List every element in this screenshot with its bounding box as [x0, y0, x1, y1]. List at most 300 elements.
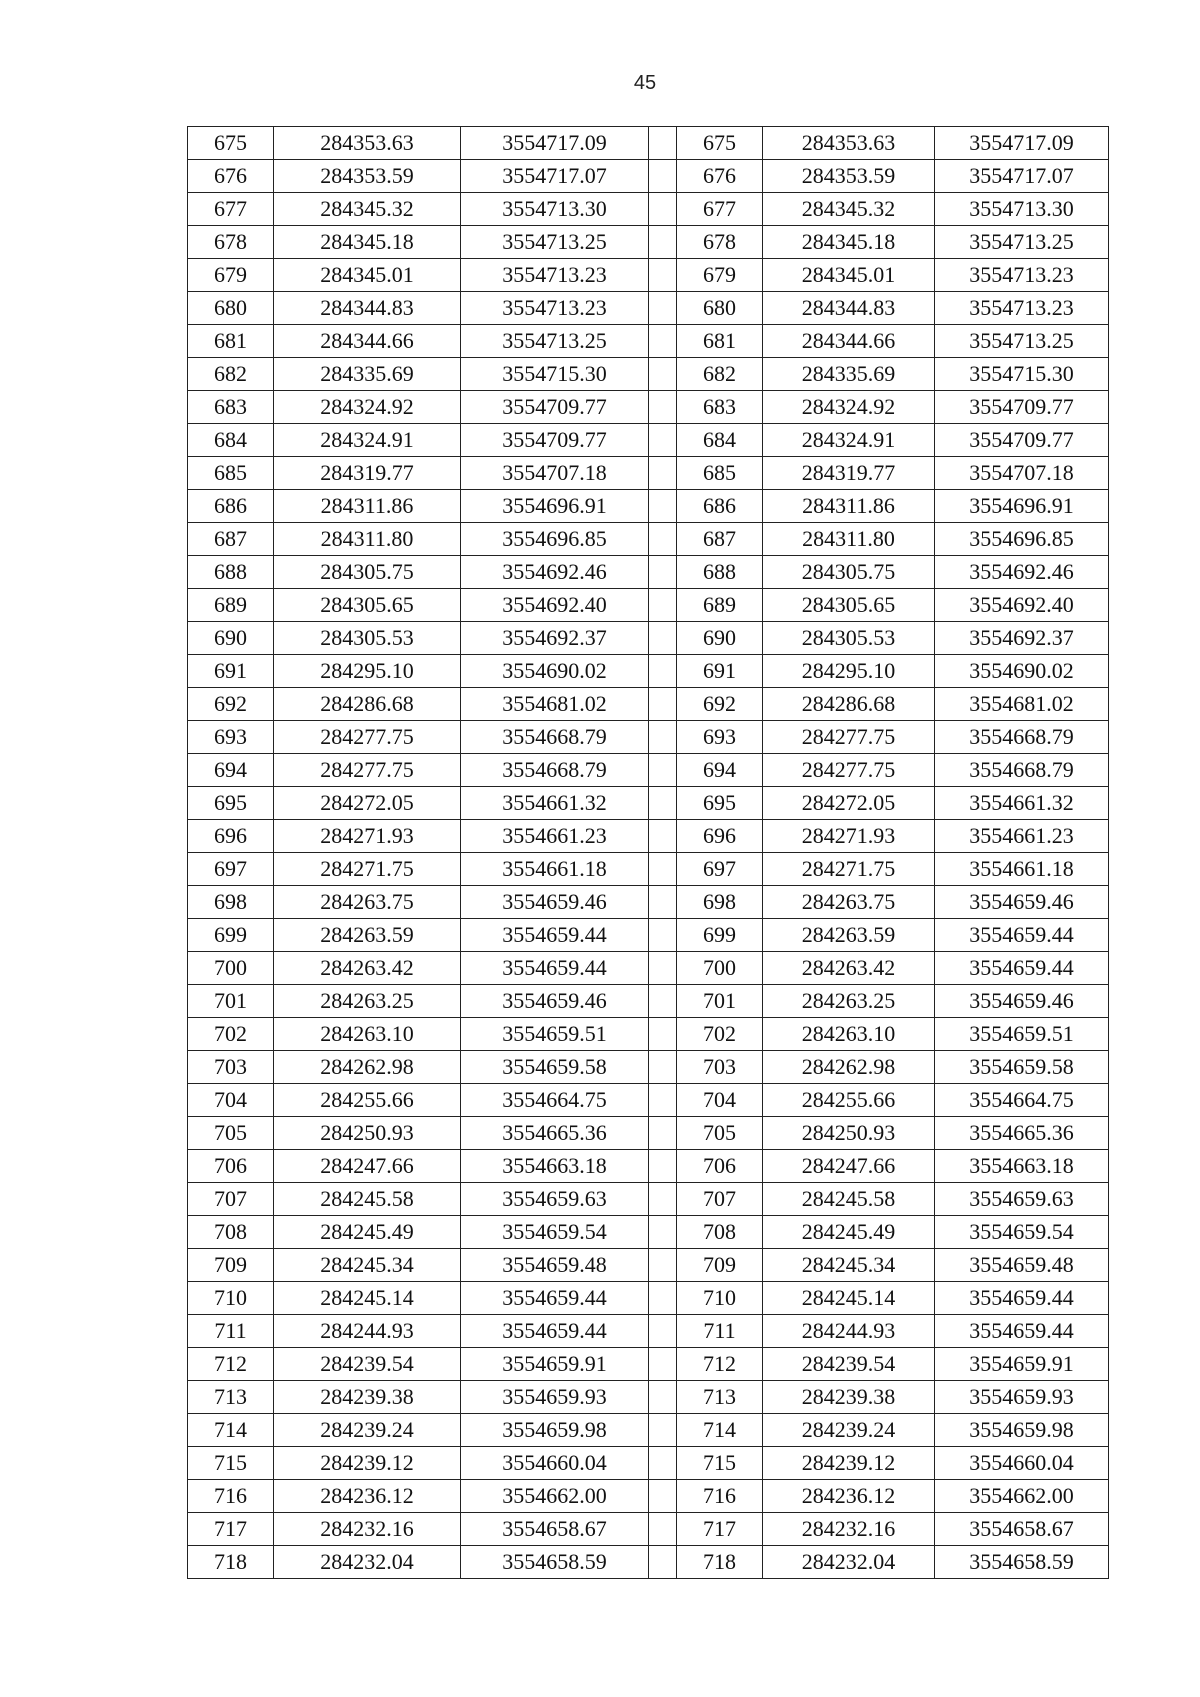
right-point-id-cell: 713 — [677, 1381, 763, 1414]
right-point-id-cell: 689 — [677, 589, 763, 622]
left-x-coordinate-cell: 284277.75 — [274, 721, 461, 754]
table-row — [188, 1513, 1109, 1546]
right-y-coordinate-cell: 3554717.07 — [935, 160, 1109, 193]
right-y-coordinate-cell: 3554661.32 — [935, 787, 1109, 820]
left-y-coordinate-cell: 3554690.02 — [461, 655, 649, 688]
spacer-cell — [649, 523, 677, 556]
right-point-id-cell: 696 — [677, 820, 763, 853]
left-y-coordinate-cell: 3554659.91 — [461, 1348, 649, 1381]
table-row — [188, 1546, 1109, 1579]
left-point-id-cell: 698 — [188, 886, 274, 919]
table-row — [188, 160, 1109, 193]
right-y-coordinate-cell: 3554696.91 — [935, 490, 1109, 523]
left-point-id-cell: 718 — [188, 1546, 274, 1579]
right-point-id-cell: 712 — [677, 1348, 763, 1381]
spacer-cell — [649, 754, 677, 787]
spacer-cell — [649, 325, 677, 358]
right-y-coordinate-cell: 3554659.46 — [935, 985, 1109, 1018]
table-row — [188, 919, 1109, 952]
table-row — [188, 1216, 1109, 1249]
table-row — [188, 1414, 1109, 1447]
right-y-coordinate-cell: 3554713.25 — [935, 325, 1109, 358]
left-x-coordinate-cell: 284245.34 — [274, 1249, 461, 1282]
left-x-coordinate-cell: 284344.83 — [274, 292, 461, 325]
right-point-id-cell: 709 — [677, 1249, 763, 1282]
table-row — [188, 523, 1109, 556]
right-y-coordinate-cell: 3554668.79 — [935, 721, 1109, 754]
left-point-id-cell: 704 — [188, 1084, 274, 1117]
right-point-id-cell: 690 — [677, 622, 763, 655]
right-point-id-cell: 687 — [677, 523, 763, 556]
right-point-id-cell: 679 — [677, 259, 763, 292]
left-y-coordinate-cell: 3554659.44 — [461, 1282, 649, 1315]
left-x-coordinate-cell: 284319.77 — [274, 457, 461, 490]
left-point-id-cell: 683 — [188, 391, 274, 424]
left-x-coordinate-cell: 284277.75 — [274, 754, 461, 787]
spacer-cell — [649, 1480, 677, 1513]
coordinates-table — [187, 126, 1109, 1579]
left-x-coordinate-cell: 284345.01 — [274, 259, 461, 292]
spacer-cell — [649, 1282, 677, 1315]
right-x-coordinate-cell: 284263.75 — [763, 886, 935, 919]
right-y-coordinate-cell: 3554659.46 — [935, 886, 1109, 919]
table-row — [188, 391, 1109, 424]
right-y-coordinate-cell: 3554658.59 — [935, 1546, 1109, 1579]
right-y-coordinate-cell: 3554663.18 — [935, 1150, 1109, 1183]
right-point-id-cell: 710 — [677, 1282, 763, 1315]
spacer-cell — [649, 1348, 677, 1381]
right-point-id-cell: 708 — [677, 1216, 763, 1249]
spacer-cell — [649, 193, 677, 226]
left-point-id-cell: 676 — [188, 160, 274, 193]
table-row — [188, 1480, 1109, 1513]
left-y-coordinate-cell: 3554713.23 — [461, 292, 649, 325]
spacer-cell — [649, 1117, 677, 1150]
right-x-coordinate-cell: 284272.05 — [763, 787, 935, 820]
left-point-id-cell: 692 — [188, 688, 274, 721]
table-row — [188, 1084, 1109, 1117]
right-point-id-cell: 682 — [677, 358, 763, 391]
left-point-id-cell: 696 — [188, 820, 274, 853]
right-x-coordinate-cell: 284353.59 — [763, 160, 935, 193]
table-row — [188, 1051, 1109, 1084]
right-point-id-cell: 691 — [677, 655, 763, 688]
spacer-cell — [649, 127, 677, 160]
right-point-id-cell: 705 — [677, 1117, 763, 1150]
right-x-coordinate-cell: 284263.25 — [763, 985, 935, 1018]
right-x-coordinate-cell: 284344.83 — [763, 292, 935, 325]
right-x-coordinate-cell: 284277.75 — [763, 721, 935, 754]
left-y-coordinate-cell: 3554662.00 — [461, 1480, 649, 1513]
right-y-coordinate-cell: 3554660.04 — [935, 1447, 1109, 1480]
table-row — [188, 886, 1109, 919]
right-x-coordinate-cell: 284239.54 — [763, 1348, 935, 1381]
left-y-coordinate-cell: 3554668.79 — [461, 754, 649, 787]
left-x-coordinate-cell: 284345.18 — [274, 226, 461, 259]
left-x-coordinate-cell: 284239.54 — [274, 1348, 461, 1381]
left-point-id-cell: 713 — [188, 1381, 274, 1414]
right-point-id-cell: 684 — [677, 424, 763, 457]
table-row — [188, 424, 1109, 457]
right-y-coordinate-cell: 3554659.91 — [935, 1348, 1109, 1381]
right-point-id-cell: 716 — [677, 1480, 763, 1513]
table-row — [188, 457, 1109, 490]
left-point-id-cell: 710 — [188, 1282, 274, 1315]
left-x-coordinate-cell: 284239.12 — [274, 1447, 461, 1480]
right-x-coordinate-cell: 284247.66 — [763, 1150, 935, 1183]
right-point-id-cell: 700 — [677, 952, 763, 985]
right-x-coordinate-cell: 284305.65 — [763, 589, 935, 622]
spacer-cell — [649, 952, 677, 985]
table-row — [188, 1018, 1109, 1051]
right-y-coordinate-cell: 3554664.75 — [935, 1084, 1109, 1117]
spacer-cell — [649, 1513, 677, 1546]
table-row — [188, 358, 1109, 391]
table-row — [188, 853, 1109, 886]
right-x-coordinate-cell: 284263.59 — [763, 919, 935, 952]
right-x-coordinate-cell: 284295.10 — [763, 655, 935, 688]
right-y-coordinate-cell: 3554661.18 — [935, 853, 1109, 886]
right-y-coordinate-cell: 3554713.23 — [935, 292, 1109, 325]
right-point-id-cell: 695 — [677, 787, 763, 820]
spacer-cell — [649, 1216, 677, 1249]
left-x-coordinate-cell: 284271.93 — [274, 820, 461, 853]
spacer-cell — [649, 655, 677, 688]
left-y-coordinate-cell: 3554713.25 — [461, 226, 649, 259]
right-x-coordinate-cell: 284324.91 — [763, 424, 935, 457]
table-row — [188, 259, 1109, 292]
right-x-coordinate-cell: 284286.68 — [763, 688, 935, 721]
left-x-coordinate-cell: 284247.66 — [274, 1150, 461, 1183]
left-x-coordinate-cell: 284239.38 — [274, 1381, 461, 1414]
left-x-coordinate-cell: 284236.12 — [274, 1480, 461, 1513]
spacer-cell — [649, 1051, 677, 1084]
left-point-id-cell: 678 — [188, 226, 274, 259]
left-y-coordinate-cell: 3554659.44 — [461, 919, 649, 952]
right-point-id-cell: 692 — [677, 688, 763, 721]
right-point-id-cell: 699 — [677, 919, 763, 952]
right-point-id-cell: 717 — [677, 1513, 763, 1546]
table-row — [188, 226, 1109, 259]
left-x-coordinate-cell: 284262.98 — [274, 1051, 461, 1084]
spacer-cell — [649, 919, 677, 952]
right-y-coordinate-cell: 3554659.63 — [935, 1183, 1109, 1216]
left-y-coordinate-cell: 3554659.54 — [461, 1216, 649, 1249]
left-point-id-cell: 699 — [188, 919, 274, 952]
left-point-id-cell: 708 — [188, 1216, 274, 1249]
left-x-coordinate-cell: 284286.68 — [274, 688, 461, 721]
left-point-id-cell: 697 — [188, 853, 274, 886]
right-x-coordinate-cell: 284239.38 — [763, 1381, 935, 1414]
spacer-cell — [649, 721, 677, 754]
table-row — [188, 1282, 1109, 1315]
spacer-cell — [649, 1084, 677, 1117]
right-point-id-cell: 701 — [677, 985, 763, 1018]
left-y-coordinate-cell: 3554661.23 — [461, 820, 649, 853]
right-point-id-cell: 704 — [677, 1084, 763, 1117]
table-row — [188, 1183, 1109, 1216]
right-y-coordinate-cell: 3554659.44 — [935, 919, 1109, 952]
right-point-id-cell: 685 — [677, 457, 763, 490]
left-point-id-cell: 700 — [188, 952, 274, 985]
left-y-coordinate-cell: 3554713.25 — [461, 325, 649, 358]
spacer-cell — [649, 1249, 677, 1282]
left-x-coordinate-cell: 284324.92 — [274, 391, 461, 424]
right-x-coordinate-cell: 284271.93 — [763, 820, 935, 853]
right-x-coordinate-cell: 284239.12 — [763, 1447, 935, 1480]
table-row — [188, 985, 1109, 1018]
left-y-coordinate-cell: 3554659.98 — [461, 1414, 649, 1447]
left-point-id-cell: 717 — [188, 1513, 274, 1546]
coordinates-table-body — [188, 127, 1109, 1579]
spacer-cell — [649, 490, 677, 523]
table-row — [188, 1150, 1109, 1183]
left-point-id-cell: 694 — [188, 754, 274, 787]
left-point-id-cell: 680 — [188, 292, 274, 325]
left-y-coordinate-cell: 3554713.23 — [461, 259, 649, 292]
left-x-coordinate-cell: 284344.66 — [274, 325, 461, 358]
left-point-id-cell: 712 — [188, 1348, 274, 1381]
right-y-coordinate-cell: 3554709.77 — [935, 391, 1109, 424]
right-point-id-cell: 686 — [677, 490, 763, 523]
left-y-coordinate-cell: 3554659.58 — [461, 1051, 649, 1084]
table-row — [188, 292, 1109, 325]
left-point-id-cell: 686 — [188, 490, 274, 523]
left-y-coordinate-cell: 3554659.44 — [461, 952, 649, 985]
spacer-cell — [649, 1018, 677, 1051]
right-point-id-cell: 683 — [677, 391, 763, 424]
left-point-id-cell: 688 — [188, 556, 274, 589]
right-x-coordinate-cell: 284236.12 — [763, 1480, 935, 1513]
left-x-coordinate-cell: 284263.42 — [274, 952, 461, 985]
left-y-coordinate-cell: 3554659.44 — [461, 1315, 649, 1348]
left-y-coordinate-cell: 3554717.09 — [461, 127, 649, 160]
right-x-coordinate-cell: 284244.93 — [763, 1315, 935, 1348]
left-y-coordinate-cell: 3554661.18 — [461, 853, 649, 886]
right-x-coordinate-cell: 284324.92 — [763, 391, 935, 424]
left-y-coordinate-cell: 3554661.32 — [461, 787, 649, 820]
left-point-id-cell: 703 — [188, 1051, 274, 1084]
spacer-cell — [649, 589, 677, 622]
left-x-coordinate-cell: 284345.32 — [274, 193, 461, 226]
right-y-coordinate-cell: 3554692.37 — [935, 622, 1109, 655]
right-x-coordinate-cell: 284353.63 — [763, 127, 935, 160]
right-x-coordinate-cell: 284345.01 — [763, 259, 935, 292]
left-point-id-cell: 682 — [188, 358, 274, 391]
right-y-coordinate-cell: 3554665.36 — [935, 1117, 1109, 1150]
right-x-coordinate-cell: 284345.18 — [763, 226, 935, 259]
left-y-coordinate-cell: 3554692.40 — [461, 589, 649, 622]
right-x-coordinate-cell: 284311.86 — [763, 490, 935, 523]
right-point-id-cell: 675 — [677, 127, 763, 160]
right-point-id-cell: 711 — [677, 1315, 763, 1348]
right-point-id-cell: 697 — [677, 853, 763, 886]
left-x-coordinate-cell: 284295.10 — [274, 655, 461, 688]
spacer-cell — [649, 622, 677, 655]
right-y-coordinate-cell: 3554662.00 — [935, 1480, 1109, 1513]
left-y-coordinate-cell: 3554659.51 — [461, 1018, 649, 1051]
left-point-id-cell: 701 — [188, 985, 274, 1018]
spacer-cell — [649, 1315, 677, 1348]
left-point-id-cell: 679 — [188, 259, 274, 292]
left-point-id-cell: 711 — [188, 1315, 274, 1348]
right-point-id-cell: 698 — [677, 886, 763, 919]
right-y-coordinate-cell: 3554713.23 — [935, 259, 1109, 292]
left-x-coordinate-cell: 284245.14 — [274, 1282, 461, 1315]
right-y-coordinate-cell: 3554659.93 — [935, 1381, 1109, 1414]
table-row — [188, 556, 1109, 589]
left-x-coordinate-cell: 284305.65 — [274, 589, 461, 622]
table-row — [188, 754, 1109, 787]
right-x-coordinate-cell: 284305.53 — [763, 622, 935, 655]
right-point-id-cell: 703 — [677, 1051, 763, 1084]
right-y-coordinate-cell: 3554696.85 — [935, 523, 1109, 556]
left-y-coordinate-cell: 3554696.85 — [461, 523, 649, 556]
table-row — [188, 325, 1109, 358]
right-y-coordinate-cell: 3554659.48 — [935, 1249, 1109, 1282]
left-y-coordinate-cell: 3554659.46 — [461, 985, 649, 1018]
left-point-id-cell: 695 — [188, 787, 274, 820]
right-y-coordinate-cell: 3554713.30 — [935, 193, 1109, 226]
left-y-coordinate-cell: 3554707.18 — [461, 457, 649, 490]
left-x-coordinate-cell: 284263.75 — [274, 886, 461, 919]
right-x-coordinate-cell: 284245.49 — [763, 1216, 935, 1249]
spacer-cell — [649, 160, 677, 193]
right-point-id-cell: 678 — [677, 226, 763, 259]
spacer-cell — [649, 457, 677, 490]
spacer-cell — [649, 1150, 677, 1183]
table-row — [188, 1447, 1109, 1480]
left-point-id-cell: 706 — [188, 1150, 274, 1183]
spacer-cell — [649, 1414, 677, 1447]
right-x-coordinate-cell: 284239.24 — [763, 1414, 935, 1447]
left-point-id-cell: 705 — [188, 1117, 274, 1150]
right-y-coordinate-cell: 3554692.46 — [935, 556, 1109, 589]
right-y-coordinate-cell: 3554713.25 — [935, 226, 1109, 259]
right-point-id-cell: 693 — [677, 721, 763, 754]
right-y-coordinate-cell: 3554659.54 — [935, 1216, 1109, 1249]
left-y-coordinate-cell: 3554660.04 — [461, 1447, 649, 1480]
table-row — [188, 490, 1109, 523]
left-point-id-cell: 709 — [188, 1249, 274, 1282]
right-y-coordinate-cell: 3554715.30 — [935, 358, 1109, 391]
right-point-id-cell: 714 — [677, 1414, 763, 1447]
left-x-coordinate-cell: 284305.75 — [274, 556, 461, 589]
left-point-id-cell: 715 — [188, 1447, 274, 1480]
spacer-cell — [649, 853, 677, 886]
left-y-coordinate-cell: 3554692.46 — [461, 556, 649, 589]
left-point-id-cell: 677 — [188, 193, 274, 226]
spacer-cell — [649, 391, 677, 424]
left-y-coordinate-cell: 3554658.67 — [461, 1513, 649, 1546]
left-point-id-cell: 689 — [188, 589, 274, 622]
left-y-coordinate-cell: 3554659.46 — [461, 886, 649, 919]
right-y-coordinate-cell: 3554659.51 — [935, 1018, 1109, 1051]
right-y-coordinate-cell: 3554659.44 — [935, 1315, 1109, 1348]
right-y-coordinate-cell: 3554659.44 — [935, 1282, 1109, 1315]
right-y-coordinate-cell: 3554658.67 — [935, 1513, 1109, 1546]
left-y-coordinate-cell: 3554717.07 — [461, 160, 649, 193]
spacer-cell — [649, 1546, 677, 1579]
left-point-id-cell: 684 — [188, 424, 274, 457]
right-x-coordinate-cell: 284335.69 — [763, 358, 935, 391]
spacer-cell — [649, 886, 677, 919]
spacer-cell — [649, 226, 677, 259]
right-point-id-cell: 702 — [677, 1018, 763, 1051]
right-y-coordinate-cell: 3554668.79 — [935, 754, 1109, 787]
right-y-coordinate-cell: 3554692.40 — [935, 589, 1109, 622]
spacer-cell — [649, 1183, 677, 1216]
left-x-coordinate-cell: 284244.93 — [274, 1315, 461, 1348]
left-y-coordinate-cell: 3554664.75 — [461, 1084, 649, 1117]
left-x-coordinate-cell: 284263.59 — [274, 919, 461, 952]
right-point-id-cell: 677 — [677, 193, 763, 226]
left-point-id-cell: 714 — [188, 1414, 274, 1447]
right-x-coordinate-cell: 284245.34 — [763, 1249, 935, 1282]
table-row — [188, 1348, 1109, 1381]
left-y-coordinate-cell: 3554692.37 — [461, 622, 649, 655]
spacer-cell — [649, 358, 677, 391]
right-y-coordinate-cell: 3554659.44 — [935, 952, 1109, 985]
left-x-coordinate-cell: 284232.16 — [274, 1513, 461, 1546]
left-y-coordinate-cell: 3554663.18 — [461, 1150, 649, 1183]
right-x-coordinate-cell: 284255.66 — [763, 1084, 935, 1117]
left-y-coordinate-cell: 3554709.77 — [461, 391, 649, 424]
right-point-id-cell: 680 — [677, 292, 763, 325]
left-point-id-cell: 675 — [188, 127, 274, 160]
left-y-coordinate-cell: 3554658.59 — [461, 1546, 649, 1579]
left-y-coordinate-cell: 3554681.02 — [461, 688, 649, 721]
right-y-coordinate-cell: 3554709.77 — [935, 424, 1109, 457]
left-point-id-cell: 707 — [188, 1183, 274, 1216]
spacer-cell — [649, 556, 677, 589]
right-y-coordinate-cell: 3554659.58 — [935, 1051, 1109, 1084]
left-x-coordinate-cell: 284250.93 — [274, 1117, 461, 1150]
left-point-id-cell: 681 — [188, 325, 274, 358]
spacer-cell — [649, 688, 677, 721]
left-x-coordinate-cell: 284232.04 — [274, 1546, 461, 1579]
right-x-coordinate-cell: 284245.14 — [763, 1282, 935, 1315]
right-y-coordinate-cell: 3554659.98 — [935, 1414, 1109, 1447]
right-x-coordinate-cell: 284311.80 — [763, 523, 935, 556]
right-x-coordinate-cell: 284232.16 — [763, 1513, 935, 1546]
left-point-id-cell: 693 — [188, 721, 274, 754]
left-y-coordinate-cell: 3554665.36 — [461, 1117, 649, 1150]
table-row — [188, 193, 1109, 226]
right-x-coordinate-cell: 284263.42 — [763, 952, 935, 985]
left-x-coordinate-cell: 284239.24 — [274, 1414, 461, 1447]
left-x-coordinate-cell: 284263.10 — [274, 1018, 461, 1051]
spacer-cell — [649, 820, 677, 853]
right-y-coordinate-cell: 3554690.02 — [935, 655, 1109, 688]
left-x-coordinate-cell: 284272.05 — [274, 787, 461, 820]
table-row — [188, 721, 1109, 754]
left-x-coordinate-cell: 284263.25 — [274, 985, 461, 1018]
right-x-coordinate-cell: 284250.93 — [763, 1117, 935, 1150]
right-x-coordinate-cell: 284277.75 — [763, 754, 935, 787]
spacer-cell — [649, 292, 677, 325]
left-point-id-cell: 702 — [188, 1018, 274, 1051]
left-y-coordinate-cell: 3554659.93 — [461, 1381, 649, 1414]
left-point-id-cell: 716 — [188, 1480, 274, 1513]
left-y-coordinate-cell: 3554659.63 — [461, 1183, 649, 1216]
spacer-cell — [649, 1381, 677, 1414]
right-point-id-cell: 681 — [677, 325, 763, 358]
right-x-coordinate-cell: 284271.75 — [763, 853, 935, 886]
right-point-id-cell: 715 — [677, 1447, 763, 1480]
table-row — [188, 787, 1109, 820]
right-point-id-cell: 688 — [677, 556, 763, 589]
